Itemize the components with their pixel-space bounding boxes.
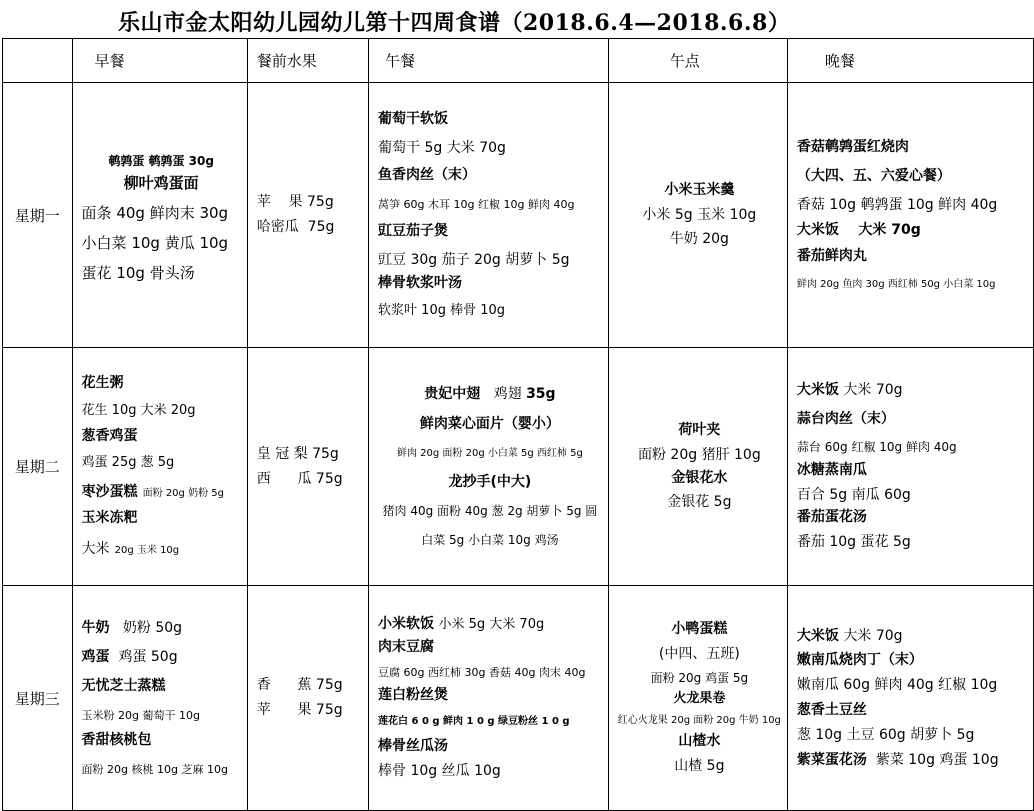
fruit-cell xyxy=(247,348,368,586)
lunch-cell xyxy=(369,348,609,586)
dish-name: 棒骨丝瓜汤 xyxy=(378,737,449,754)
ingredients: 猪肉 40g 面粉 40g 葱 2g 胡萝卜 5g 圆 xyxy=(382,504,598,519)
header-snack: 午点 xyxy=(608,39,787,83)
ingredients: 豆腐 60g 西红柿 30g 香菇 40g 肉末 40g xyxy=(378,666,586,679)
fruit-item: 香 蕉 75g xyxy=(256,677,343,694)
ingredients: 35g xyxy=(526,385,556,402)
ingredients: 面粉 20g 猪肝 10g xyxy=(637,446,761,463)
ingredients: 软浆叶 10g 棒骨 10g xyxy=(378,303,506,319)
fruit-cell xyxy=(247,83,368,348)
dish-name: 嫩南瓜烧肉丁（末） xyxy=(796,652,923,669)
ingredients: 莲花白 6 0 g 鲜肉 1 0 g 绿豆粉丝 1 0 g xyxy=(378,715,570,727)
ingredients: 葱 10g 土豆 60g 胡萝卜 5g xyxy=(796,726,975,743)
snack-cell xyxy=(608,586,787,811)
ingredients: 大米 70g xyxy=(843,381,903,398)
dish-name: 葱香鸡蛋 xyxy=(81,428,138,445)
ingredients: 小白菜 10g 黄瓜 10g xyxy=(81,234,229,253)
dish-name: 香菇鹌鹑蛋红烧肉 xyxy=(796,139,909,155)
dish-name: 鲜肉菜心面片（婴小） xyxy=(419,415,560,432)
breakfast-cell xyxy=(72,83,247,348)
dish-name: 鱼香肉丝（末） xyxy=(378,166,477,183)
day-label: 星期二 xyxy=(3,348,73,586)
dish-name: 金银花水 xyxy=(671,469,728,486)
fruit-item: 苹 果 75g xyxy=(256,702,343,718)
ingredients: 小米 5g 玉米 10g xyxy=(642,206,757,223)
lunch-cell xyxy=(369,83,609,348)
dish-name: 大米饭 xyxy=(796,627,839,644)
ingredients: 香菇 10g 鹌鹑蛋 10g 鲜肉 40g xyxy=(796,196,998,213)
ingredients: 山楂 5g xyxy=(674,757,725,774)
dish-name: 小米玉米羹 xyxy=(664,181,735,198)
dish-note: （大四、五、六爱心餐） xyxy=(796,167,951,184)
dish-name: 花生粥 xyxy=(81,374,124,391)
dinner-cell xyxy=(787,83,1033,348)
ingredients: 大米 xyxy=(81,541,110,558)
dish-name: 牛奶 xyxy=(81,620,110,637)
ingredients: 番茄 10g 蛋花 5g xyxy=(796,534,911,551)
dish-name: 香甜核桃包 xyxy=(81,731,152,748)
dinner-cell xyxy=(787,348,1033,586)
ingredients: 蒜台 60g 红椒 10g 鲜肉 40g xyxy=(796,439,957,454)
ingredients: 大米 70g xyxy=(843,627,903,644)
fruit-cell xyxy=(247,586,368,811)
dish-name: 大米饭 大米 70g xyxy=(796,222,921,239)
snack-cell xyxy=(608,348,787,586)
ingredients: 玉米粉 20g 葡萄干 10g xyxy=(81,708,200,722)
dish-name: 枣沙蛋糕 xyxy=(81,483,138,500)
dish-name: 荷叶夹 xyxy=(678,421,721,438)
dish-name: 小鸭蛋糕 xyxy=(671,621,728,638)
ingredients: 紫菜 10g 鸡蛋 10g xyxy=(875,751,999,768)
fruit-item: 苹 果 75g xyxy=(256,194,334,211)
snack-cell xyxy=(608,83,787,348)
header-fruit: 餐前水果 xyxy=(247,39,368,83)
ingredients: 面粉 20g 鸡蛋 5g xyxy=(650,671,749,685)
page-title: 乐山市金太阳幼儿园幼儿第十四周食谱（2018.6.4—2018.6.8） xyxy=(118,10,791,36)
dish-name: 柳叶鸡蛋面 xyxy=(123,174,199,193)
dish-name: 鸡蛋 xyxy=(81,649,110,666)
ingredients: 金银花 5g xyxy=(667,494,732,511)
dish-name: 大米饭 xyxy=(796,381,839,398)
dish-name: 番茄鲜肉丸 xyxy=(796,248,867,265)
ingredients: 嫩南瓜 60g 鲜肉 40g 红椒 10g xyxy=(796,677,998,694)
lunch-cell xyxy=(369,586,609,811)
ingredients: 莴笋 60g 木耳 10g 红椒 10g 鲜肉 40g xyxy=(378,197,575,211)
header-lunch: 午餐 xyxy=(369,39,609,83)
ingredients: 花生 10g 大米 20g xyxy=(81,402,196,418)
fruit-item: 皇 冠 梨 75g xyxy=(256,445,339,462)
breakfast-cell xyxy=(72,586,247,811)
dish-name: 番茄蛋花汤 xyxy=(796,509,867,526)
dish-name: 蒜台肉丝（末） xyxy=(796,410,895,427)
ingredients: 豇豆 30g 茄子 20g 胡萝卜 5g xyxy=(378,251,570,268)
dish-name: 豇豆茄子煲 xyxy=(378,222,449,239)
dish-name: 山楂水 xyxy=(678,732,721,749)
ingredients: 白菜 5g 小白菜 10g 鸡汤 xyxy=(421,532,559,547)
dish-name: 鹌鹑蛋 鹌鹑蛋 30g xyxy=(108,153,214,168)
dish-name: 无忧芝士蒸糕 xyxy=(81,677,166,694)
header-row xyxy=(3,39,1034,83)
dish-name: 玉米冻粑 xyxy=(81,510,138,527)
dish-name: 小米软饭 xyxy=(378,616,435,633)
header-breakfast: 早餐 xyxy=(72,39,247,83)
menu-table xyxy=(2,38,1034,811)
row-monday xyxy=(3,83,1034,348)
dish-name: 冰糖蒸南瓜 xyxy=(796,461,867,478)
dish-name: 火龙果卷 xyxy=(673,691,726,707)
header-dinner: 晚餐 xyxy=(787,39,1033,83)
day-label: 星期一 xyxy=(3,83,73,348)
ingredients: 葡萄干 5g 大米 70g xyxy=(378,140,506,157)
ingredients: 蛋花 10g 骨头汤 xyxy=(81,264,195,283)
dish-name: 棒骨软浆叶汤 xyxy=(378,275,463,292)
ingredients: 面粉 20g 核桃 10g 芝麻 10g xyxy=(81,762,228,776)
dish-name: 龙抄手(中大) xyxy=(448,473,532,490)
fruit-item: 西 瓜 75g xyxy=(256,470,343,487)
ingredients: 20g 玉米 10g xyxy=(114,545,180,557)
breakfast-cell xyxy=(72,348,247,586)
ingredients: 鸡蛋 50g xyxy=(118,649,178,666)
ingredients: 小米 5g 大米 70g xyxy=(438,617,545,633)
ingredients: 棒骨 10g 丝瓜 10g xyxy=(378,762,501,779)
ingredients: 鲜肉 20g 鱼肉 30g 西红柿 50g 小白菜 10g xyxy=(796,278,996,290)
row-tuesday xyxy=(3,348,1034,586)
dish-name: 葱香土豆丝 xyxy=(796,702,867,718)
ingredients: 鸡翅 xyxy=(493,385,522,402)
ingredients: 牛奶 20g xyxy=(669,231,729,248)
fruit-item: 哈密瓜 75g xyxy=(256,219,335,235)
ingredients: 鲜肉 20g 面粉 20g 小白菜 5g 西红柿 5g xyxy=(397,447,583,459)
day-label: 星期三 xyxy=(3,586,73,811)
ingredients: 鸡蛋 25g 葱 5g xyxy=(81,455,175,471)
ingredients: 面条 40g 鲜肉末 30g xyxy=(81,204,229,223)
dish-note: (中四、五班) xyxy=(658,646,740,663)
ingredients: 百合 5g 南瓜 60g xyxy=(796,486,911,503)
dish-name: 紫菜蛋花汤 xyxy=(796,751,867,768)
dish-name: 莲白粉丝煲 xyxy=(378,687,449,704)
dinner-cell xyxy=(787,586,1033,811)
ingredients: 红心火龙果 20g 面粉 20g 牛奶 10g xyxy=(617,714,781,726)
dish-name: 葡萄干软饭 xyxy=(378,111,449,128)
ingredients: 面粉 20g 奶粉 5g xyxy=(142,487,224,499)
ingredients: 奶粉 50g xyxy=(122,620,183,637)
header-day xyxy=(3,39,73,83)
dish-name: 贵妃中翅 xyxy=(424,385,481,402)
dish-name: 肉末豆腐 xyxy=(378,639,435,656)
row-wednesday xyxy=(3,586,1034,811)
